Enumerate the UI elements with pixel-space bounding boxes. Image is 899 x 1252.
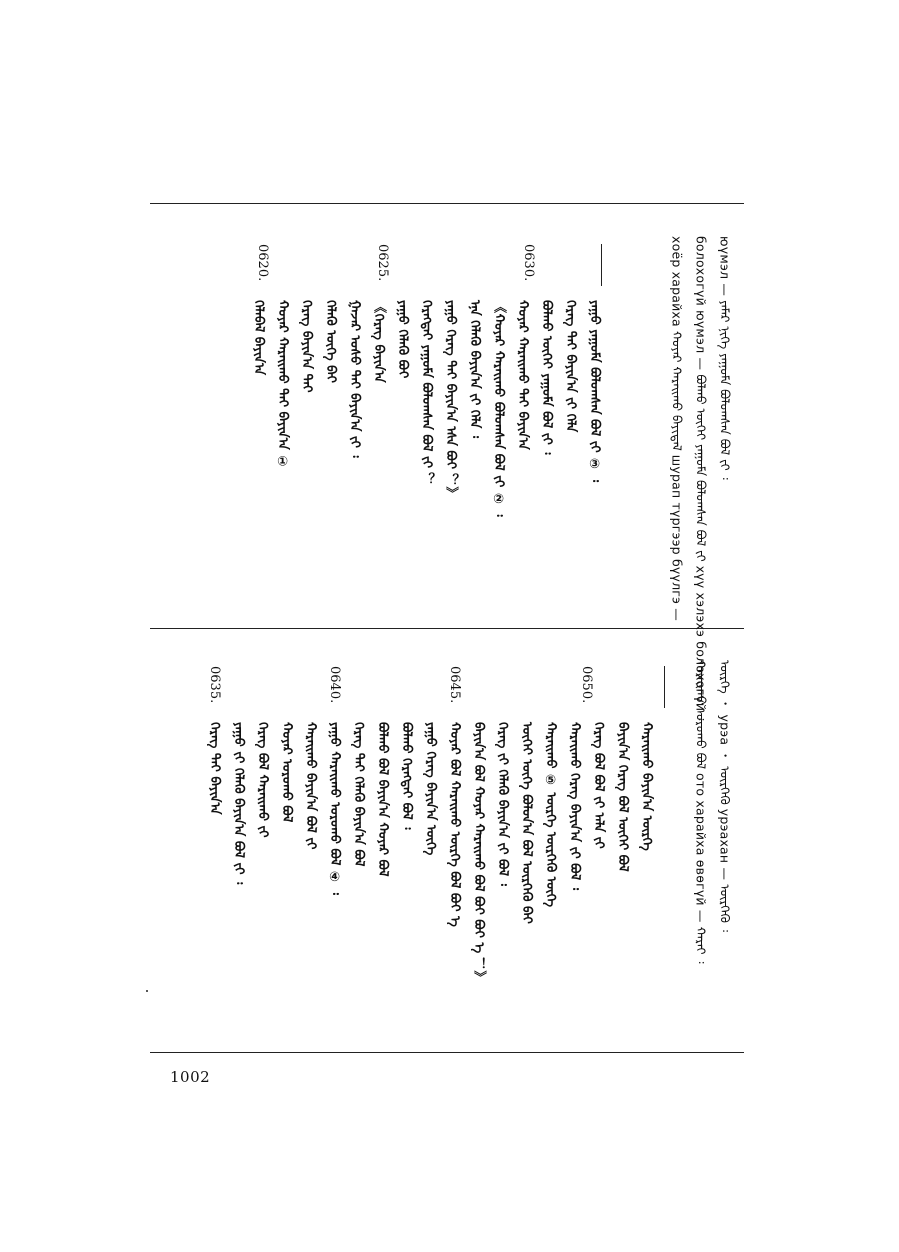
verse-line: ᠪᠣᠯᠬᠤ ᠬᠡᠷᠡᠭᠲᠡᠢ ᠪᠣᠯ ᠄ bbox=[399, 722, 414, 830]
verse-line: ᠬᠠᠷᠠᠢᠬᠤ ᠬᠡᠷᠡᠭ ᠪᠠᠶᠢᠨ᠎ᠠ ᠵᠢ ᠪᠣᠯ ᠄ bbox=[567, 722, 582, 891]
verse-line: ᠪᠠᠶᠢᠨ᠎ᠠ ᠪᠣᠯ ᠬᠣᠶᠠᠷ ᠬᠠᠷᠠᠢᠬᠤ ᠪᠣᠯ ᠪᠣᠢ ᠪᠣᠢ ᠡ ！》 bbox=[471, 722, 486, 985]
verse-line: ᠪᠠᠶᠢᠨ᠎ᠠ ᠬᠡᠷᠡᠭ ᠪᠣᠯ ᠦᠭᠡᠢ ᠪᠣᠯ bbox=[615, 722, 630, 872]
bottom-rule bbox=[150, 1052, 744, 1053]
verse-line: ᠬᠠᠷᠠᠢᠬᠤ ⑤ ᠦᠷᠭᠡ ᠦᠷᠭᠡᠬᠦ ᠦᠭᠡ bbox=[543, 722, 558, 908]
verse-line: ᠶᠠᠭᠤ ᠬᠠᠷᠠᠢᠬᠤ ᠣᠷᠣᠬᠤ ᠪᠣᠯ ④ ᠄ bbox=[327, 722, 342, 895]
verse-line: ᠶᠠᠭᠤ ᠬᠡᠯᠡᠬᠦ ᠪᠣᠢ bbox=[395, 300, 410, 379]
verse-line: ᠭᠠᠵᠠᠷ ᠤᠰᠤ ᠲᠠᠢ ᠪᠠᠶᠢᠨ᠎ᠠ ᠵᠢ ᠄ bbox=[347, 300, 362, 458]
verse-line: ᠶᠠᠭᠤ ᠬᠡᠷᠡᠭ ᠪᠠᠶᠢᠨ᠎ᠠ ᠦᠭᠡ bbox=[423, 722, 438, 856]
line-number: 0625. bbox=[375, 244, 390, 282]
line-number: 0640. bbox=[327, 666, 342, 704]
top-rule bbox=[150, 203, 744, 204]
lower-note: ᠬᠠᠷᠠᠢᠬᠤ ᠣᠷᠣᠬᠤ ᠪᠣᠯ ото харайха өвөгүй — ᠬᠠᠷᠠᠢ ᠄ bbox=[693, 660, 709, 964]
verse-line: ᠬᠣᠶᠠᠷ ᠬᠠᠷᠠᠢᠬᠤ ᠲᠠᠢ ᠪᠠᠶᠢᠨ᠎ᠠ bbox=[515, 300, 530, 450]
verse-line: ᠬᠡᠷᠡᠭ ᠪᠣᠯ ᠪᠣᠯ ᠵᠢ ᠠᠯᠠ ᠵᠢ bbox=[591, 722, 606, 849]
verse-line: ᠬᠣᠶᠠᠷ ᠬᠠᠷᠠᠢᠬᠤ ᠲᠠᠢ ᠪᠠᠶᠢᠨ᠎ᠠ ① bbox=[275, 300, 290, 470]
verse-line: ᠪᠣᠯᠬᠤ ᠦᠭᠡᠢ ᠶᠠᠭᠤᠮᠠ ᠪᠣᠯ ᠵᠢ ᠄ bbox=[539, 300, 554, 455]
verse-line: ᠬᠣᠶᠠᠷ ᠣᠷᠣᠬᠤ ᠪᠣᠯ bbox=[279, 722, 294, 823]
upper-note: хоёр харайха ᠬᠣᠶᠠᠷ ᠬᠠᠷᠠᠢᠬᠤ ᠪᠠᠶᠢᠳᠠᠯ шурап түргээр бүүлгэ — bbox=[669, 236, 685, 621]
verse-line: ᠶᠠᠭᠤ ᠵᠢ ᠬᠡᠯᠡᠬᠦ ᠪᠠᠶᠢᠨ᠎ᠠ ᠪᠣᠯ ᠵᠢ ᠄ bbox=[231, 722, 246, 885]
verse-line: ᠬᠡᠷᠡᠭ ᠲᠠᠢ ᠬᠡᠯᠡᠬᠦ ᠪᠠᠶᠢᠨ᠎ᠠ ᠪᠣᠯ bbox=[351, 722, 366, 867]
stray-mark bbox=[146, 990, 148, 992]
verse-line: ᠬᠡᠷᠡᠭ ᠲᠠᠢ ᠪᠠᠶᠢᠨ᠎ᠠ bbox=[207, 722, 222, 815]
line-number: 0635. bbox=[207, 666, 222, 704]
verse-line: ᠬᠠᠷᠠᠢᠬᠤ ᠪᠠᠶᠢᠨ᠎ᠠ ᠪᠣᠯ ᠵᠢ bbox=[303, 722, 318, 850]
line-number: 0620. bbox=[255, 244, 270, 282]
upper-note: юүмэл — ᠶᠠᠮᠠᠷ ᠨᠢᠭᠡ ᠶᠠᠭᠤᠮᠠ ᠪᠣᠯᠤᠭᠰᠠᠨ ᠪᠣᠯ ᠵᠢ ᠄ bbox=[717, 236, 733, 480]
verse-line: ᠶᠠᠭᠤ ᠬᠡᠷᠡᠭ ᠲᠠᠢ ᠪᠠᠶᠢᠨ᠎ᠠ ᠡᠰᠡ ᠪᠣᠢ ？》 bbox=[443, 300, 458, 501]
verse-line: 《ᠬᠡᠷᠡᠭ ᠪᠠᠶᠢᠨ᠎ᠠ bbox=[371, 300, 386, 383]
verse-line: ᠪᠣᠯᠬᠤ ᠪᠣᠯ ᠪᠠᠶᠢᠨ᠎ᠠ ᠬᠣᠶᠠᠷ ᠪᠣᠯ bbox=[375, 722, 390, 877]
lower-footnote-separator bbox=[664, 666, 665, 708]
verse-line: ᠶᠠᠭᠤ ᠶᠠᠭᠤᠮᠠ ᠪᠣᠯᠤᠭᠰᠠᠨ ᠪᠣᠯ ᠵᠢ ③ ᠄ bbox=[587, 300, 602, 482]
verse-line: ᠬᠡᠷᠡᠭ ᠲᠠᠢ ᠪᠠᠶᠢᠨ᠎ᠠ ᠵᠢ ᠬᠡᠯᠡ bbox=[563, 300, 578, 433]
verse-line: ᠬᠡᠷᠡᠭ ᠵᠢ ᠬᠡᠯᠡᠬᠦ ᠪᠠᠶᠢᠨ᠎ᠠ ᠵᠢ ᠪᠣᠯ ᠄ bbox=[495, 722, 510, 886]
verse-line: ᠬᠡᠷᠡᠭᠲᠡᠢ ᠶᠠᠭᠤᠮᠠ ᠪᠣᠯᠤᠭᠰᠠᠨ ᠪᠣᠯ ᠵᠢ ？ bbox=[419, 300, 434, 486]
verse-line: ᠬᠠᠷᠠᠢᠬᠤ ᠪᠠᠶᠢᠨ᠎ᠠ ᠦᠷᠭᠡ bbox=[639, 722, 654, 851]
line-number: 0650. bbox=[579, 666, 594, 704]
verse-line: ᠡᠨᠡ ᠬᠡᠯᠡᠬᠦ ᠪᠠᠶᠢᠨ᠎ᠠ ᠵᠢ ᠬᠡᠯᠡ ᠄ bbox=[467, 300, 482, 439]
middle-rule bbox=[150, 628, 744, 629]
line-number: 0645. bbox=[447, 666, 462, 704]
page-number: 1002 bbox=[170, 1068, 211, 1086]
upper-footnote-separator bbox=[601, 244, 602, 286]
verse-line: ᠦᠭᠡᠢ ᠦᠭᠡ ᠪᠣᠯᠤᠨ᠎ᠠ ᠪᠣᠯ ᠦᠷᠭᠡᠬᠦ ᠪᠠᠢ bbox=[519, 722, 534, 924]
verse-line: ᠬᠡᠯᠡᠪᠡᠯ ᠪᠠᠶᠢᠨ᠎ᠠ bbox=[251, 300, 266, 376]
line-number: 0630. bbox=[521, 244, 536, 282]
verse-line: ᠬᠡᠯᠡᠬᠦ ᠦᠭᠡ ᠪᠠᠢ bbox=[323, 300, 338, 383]
lower-note: ᠦᠷᠭᠡ ・ урэа ・ ᠦᠷᠭᠡᠬᠦ урэахан — ᠦᠷᠭᠡᠬᠦ ᠄ bbox=[717, 660, 733, 932]
verse-line: ᠬᠡᠷᠡᠭ ᠪᠠᠶᠢᠨ᠎ᠠ ᠲᠠᠢ bbox=[299, 300, 314, 393]
verse-line: ᠬᠡᠷᠡᠭ ᠪᠣᠯ ᠬᠠᠷᠠᠢᠬᠤ ᠵᠢ bbox=[255, 722, 270, 838]
upper-note: болохогүй юүмэл — ᠪᠣᠯᠬᠤ ᠦᠭᠡᠢ ᠶᠠᠭᠤᠮᠠ ᠪᠣᠯᠤᠭᠰᠠᠨ ᠪᠣᠯ ᠵᠢ хүү хэлэхэ болохогүй ᠄ bbox=[693, 236, 709, 721]
verse-line: ᠬᠣᠶᠠᠷ ᠪᠣᠯ ᠬᠠᠷᠠᠢᠬᠤ ᠦᠷᠭᠡ ᠪᠣᠯ ᠪᠣᠢ ᠡ bbox=[447, 722, 462, 927]
verse-line: 《ᠬᠣᠶᠠᠷ ᠬᠠᠷᠠᠢᠬᠤ ᠪᠣᠯᠤᠭᠰᠠᠨ ᠪᠣᠯ ᠵᠢ ② ᠄ bbox=[491, 300, 506, 517]
